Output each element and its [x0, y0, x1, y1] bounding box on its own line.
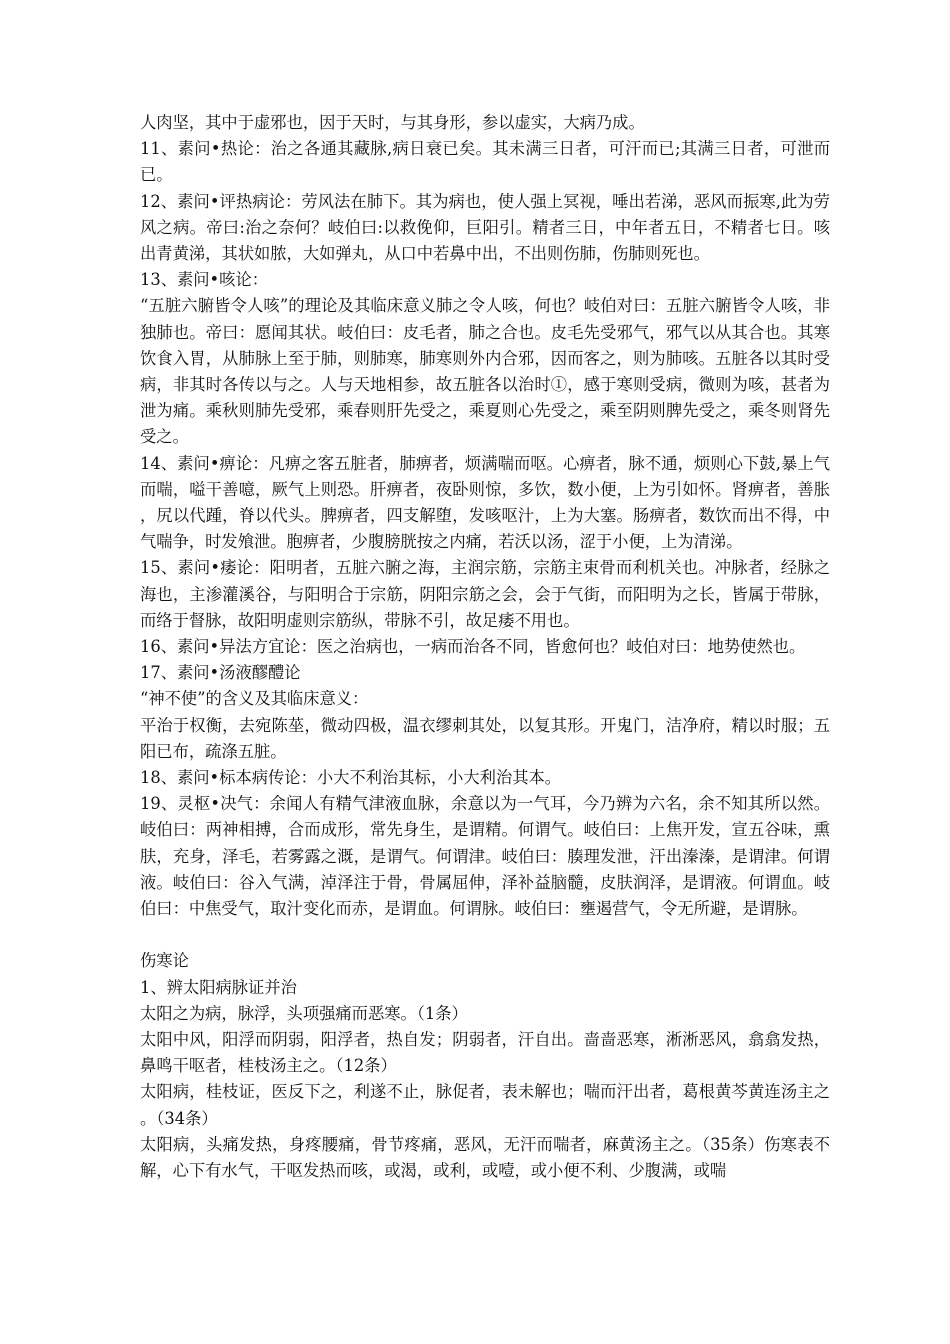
text-paragraph: 19、灵枢•决气：余闻人有精气津液血脉，余意以为一气耳，今乃辨为六名，余不知其所以然。岐伯曰：两神相搏，合而成形，常先身生，是谓精。何谓气。岐伯曰：上焦开发，宣五谷味，熏肤，充身，泽毛，若雾露之溉，是谓气。何谓津。岐伯曰：腠理发泄，汗出溱溱，是谓津。何谓液。岐伯曰：谷入气满，淖泽注于骨，骨属屈伸，泽补益脑髓，皮肤润泽，是谓液。何谓血。岐伯曰：中焦受气，取汁变化而赤，是谓血。何谓脉。岐伯曰：壅遏营气，令无所避，是谓脉。 [140, 794, 830, 919]
section-gap [140, 922, 830, 948]
text-paragraph: 太阳病，桂枝证，医反下之，利遂不止，脉促者，表未解也；喘而汗出者，葛根黄芩黄连汤主之。（34条） [140, 1082, 830, 1128]
text-paragraph: 太阳之为病，脉浮，头项强痛而恶寒。（1条） [140, 1003, 468, 1023]
text-paragraph: 18、素问•标本病传论：小大不利治其标，小大利治其本。 [140, 768, 562, 788]
text-paragraph: 太阳病，头痛发热，身疼腰痛，骨节疼痛，恶风，无汗而喘者，麻黄汤主之。（35条）伤寒表不解，心下有水气，干呕发热而咳，或渴，或利，或噎，或小便不利、少腹满，或喘 [140, 1134, 830, 1180]
text-paragraph: 13、素问•咳论： [140, 270, 269, 290]
text-paragraph: 1、辨太阳病脉证并治 [140, 977, 297, 997]
text-paragraph: 15、素问•痿论：阳明者，五脏六腑之海，主润宗筋，宗筋主束骨而利机关也。冲脉者，经脉之海也，主渗灌溪谷，与阳明合于宗筋，阴阳宗筋之会，会于气街，而阳明为之长，皆属于带脉，而络于督脉，故阳明虚则宗筋纵，带脉不引，故足痿不用也。 [140, 558, 830, 630]
text-paragraph: “神不使”的含义及其临床意义： [140, 689, 369, 709]
text-paragraph: 16、素问•异法方宜论：医之治病也，一病而治各不同，皆愈何也？岐伯对曰：地势使然也。 [140, 637, 806, 657]
text-paragraph: 人肉坚，其中于虚邪也，因于天时，与其身形，参以虚实，大病乃成。 [140, 113, 645, 132]
text-paragraph: 11、素问•热论：治之各通其藏脉,病日衰已矣。其未满三日者，可汗而已;其满三日者，可泄而已。 [140, 139, 830, 185]
text-paragraph: 17、素问•汤液醪醴论 [140, 663, 301, 683]
text-paragraph: “五脏六腑皆令人咳”的理论及其临床意义肺之令人咳，何也？岐伯对曰：五脏六腑皆令人咳，非独肺也。帝曰：愿闻其状。岐伯曰：皮毛者，肺之合也。皮毛先受邪气，邪气以从其合也。其寒饮食入胃，从肺脉上至于肺，则肺寒，肺寒则外内合邪，因而客之，则为肺咳。五脏各以其时受病，非其时各传以与之。人与天地相参，故五脏各以治时①，感于寒则受病，微则为咳，甚者为泄为痛。乘秋则肺先受邪，乘春则肝先受之，乘夏则心先受之，乘至阴则脾先受之，乘冬则肾先受之。 [140, 296, 830, 447]
section-title: 伤寒论 [140, 951, 189, 971]
text-paragraph: 平治于权衡，去宛陈莝，微动四极，温衣缪刺其处，以复其形。开鬼门，洁净府，精以时服；五阳已布，疏涤五脏。 [140, 715, 830, 761]
text-paragraph: 14、素问•痹论：凡痹之客五脏者，肺痹者，烦满喘而呕。心痹者，脉不通，烦则心下鼓,暴上气而喘，嗌干善噫，厥气上则恐。肝痹者，夜卧则惊，多饮，数小便，上为引如怀。肾痹者，善胀，尻以代踵，脊以代头。脾痹者，四支解堕，发咳呕汁，上为大塞。肠痹者，数饮而出不得，中气喘争，时发飧泄。胞痹者，少腹膀胱按之内痛，若沃以汤，涩于小便，上为清涕。 [140, 453, 830, 552]
text-paragraph: 太阳中风，阳浮而阴弱，阳浮者，热自发；阴弱者，汗自出。啬啬恶寒，淅淅恶风，翕翕发热，鼻鸣干呕者，桂枝汤主之。（12条） [140, 1029, 830, 1076]
document-page [140, 110, 830, 1184]
text-paragraph: 12、素问•评热病论：劳风法在肺下。其为病也，使人强上冥视，唾出若涕，恶风而振寒,此为劳风之病。帝曰:治之奈何？岐伯曰:以救俛仰，巨阳引。精者三日，中年者五日，不精者七日。咳出青黄涕，其状如脓，大如弹丸，从口中若鼻中出，不出则伤肺，伤肺则死也。 [140, 191, 830, 264]
